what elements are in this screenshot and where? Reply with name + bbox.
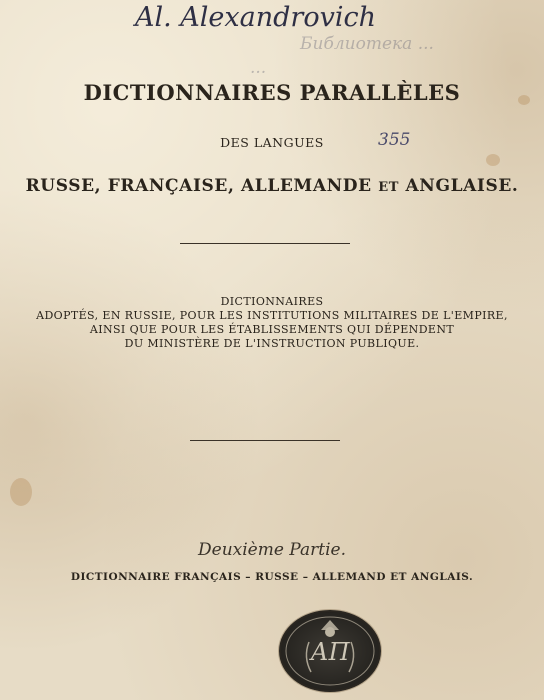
faint-handwriting: ... bbox=[250, 58, 267, 78]
divider-rule bbox=[180, 243, 350, 244]
library-stamp bbox=[279, 610, 381, 692]
paper-stain bbox=[486, 154, 500, 166]
main-title: DICTIONNAIRES PARALLÈLES bbox=[83, 80, 461, 105]
languages-line bbox=[0, 176, 544, 196]
shelf-number: 355 bbox=[378, 130, 411, 150]
stamp-monogram: АП bbox=[310, 638, 350, 666]
handwritten-signature: Al. Alexandrovich bbox=[135, 2, 376, 33]
languages-et: ET bbox=[378, 180, 399, 195]
part-subtitle: DICTIONNAIRE FRANÇAIS – RUSSE – ALLEMAND ET ANGLAIS. bbox=[70, 571, 474, 583]
des-langues: DES LANGUES bbox=[220, 135, 324, 150]
description-line: DU MINISTÈRE DE L'INSTRUCTION PUBLIQUE. bbox=[124, 337, 420, 350]
faint-handwriting: Библиотека ... bbox=[300, 34, 434, 54]
description-line: AINSI QUE POUR LES ÉTABLISSEMENTS QUI DÉPENDENT bbox=[89, 323, 455, 336]
divider-rule bbox=[190, 440, 340, 441]
paper-stain bbox=[10, 478, 32, 506]
description-line: DICTIONNAIRES bbox=[220, 295, 324, 308]
languages-part1: RUSSE, FRANÇAISE, ALLEMANDE bbox=[25, 176, 379, 196]
description-line: ADOPTÉS, EN RUSSIE, POUR LES INSTITUTIONS MILITAIRES DE L'EMPIRE, bbox=[36, 309, 508, 322]
part-label: Deuxième Partie. bbox=[198, 540, 346, 560]
description-block bbox=[0, 295, 544, 351]
languages-part2: ANGLAISE. bbox=[399, 176, 519, 196]
